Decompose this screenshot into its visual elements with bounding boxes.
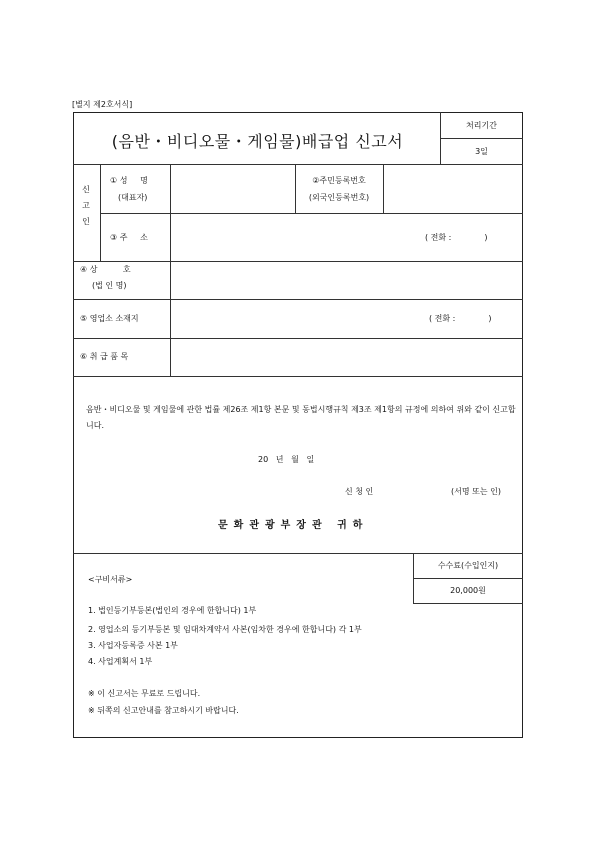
divider <box>413 578 523 579</box>
applicant-label-char: 고 <box>82 201 90 210</box>
divider <box>73 164 523 165</box>
name-field[interactable] <box>172 166 293 211</box>
location-label: ⑤ 영업소 소재지 <box>80 314 139 323</box>
declaration-text: 음반・비디오물 및 게임물에 관한 법률 제26조 제1항 본문 및 동법시행규칙 제3조 제1항의 규정에 의하여 위와 같이 신고합니다. <box>86 405 516 430</box>
divider <box>170 164 171 376</box>
items-field[interactable] <box>172 340 521 374</box>
documents-header: <구비서류> <box>88 575 133 584</box>
recipient: 문화관광부장관 귀하 <box>218 520 369 531</box>
trade-name-label: ④ 상 호 <box>80 265 131 274</box>
divider <box>100 164 101 261</box>
address-label: ③ 주 소 <box>110 233 148 242</box>
document-item: 4. 사업계획서 1부 <box>88 657 153 666</box>
document-item: 3. 사업자등록증 사본 1부 <box>88 641 178 650</box>
trade-name-sublabel: (법 인 명) <box>92 281 127 290</box>
registration-sublabel: (외국인등록번호) <box>308 193 370 202</box>
divider <box>73 376 523 377</box>
applicant-label-char: 신 <box>82 185 90 194</box>
address-phone: ( 전화 : ) <box>425 233 488 242</box>
registration-label: ②주민등록번호 <box>312 176 366 185</box>
processing-label: 처리기간 <box>466 121 497 130</box>
divider <box>440 138 523 139</box>
divider <box>383 164 384 213</box>
items-label: ⑥ 취 급 품 목 <box>80 352 129 361</box>
fee-amount: 20,000원 <box>450 586 486 595</box>
applicant-group-label <box>78 182 94 230</box>
location-phone: ( 전화 : ) <box>429 314 492 323</box>
processing-period: 3일 <box>475 147 488 156</box>
divider <box>73 261 523 262</box>
registration-field[interactable] <box>385 166 521 211</box>
applicant-signature-label: 신 청 인 <box>345 487 374 496</box>
form-title: (음반・비디오물・게임물)배급업 신고서 <box>111 132 404 151</box>
document-item: 1. 법인등기부등본(법인의 경우에 한합니다) 1부 <box>88 606 257 615</box>
document-item: 2. 영업소의 등기부등본 및 임대차계약서 사본(임차한 경우에 한합니다) 각 1부 <box>88 625 362 634</box>
trade-name-field[interactable] <box>172 263 521 297</box>
signature-hint: (서명 또는 인) <box>451 487 501 496</box>
divider <box>73 338 523 339</box>
divider <box>73 553 523 554</box>
divider <box>295 164 296 213</box>
applicant-label-char: 인 <box>82 217 90 226</box>
declaration-date: 20 년 월 일 <box>258 455 315 464</box>
divider <box>413 603 523 604</box>
name-label: ① 성 명 <box>110 176 148 185</box>
name-sublabel: (대표자) <box>118 193 148 202</box>
divider <box>100 213 523 214</box>
note-item: ※ 이 신고서는 무료로 드립니다. <box>88 689 201 698</box>
fee-label: 수수료(수입인지) <box>437 561 499 570</box>
note-item: ※ 뒤쪽의 신고안내를 참고하시기 바랍니다. <box>88 706 239 715</box>
divider <box>73 299 523 300</box>
form-number: [별지 제2호서식] <box>72 100 133 109</box>
